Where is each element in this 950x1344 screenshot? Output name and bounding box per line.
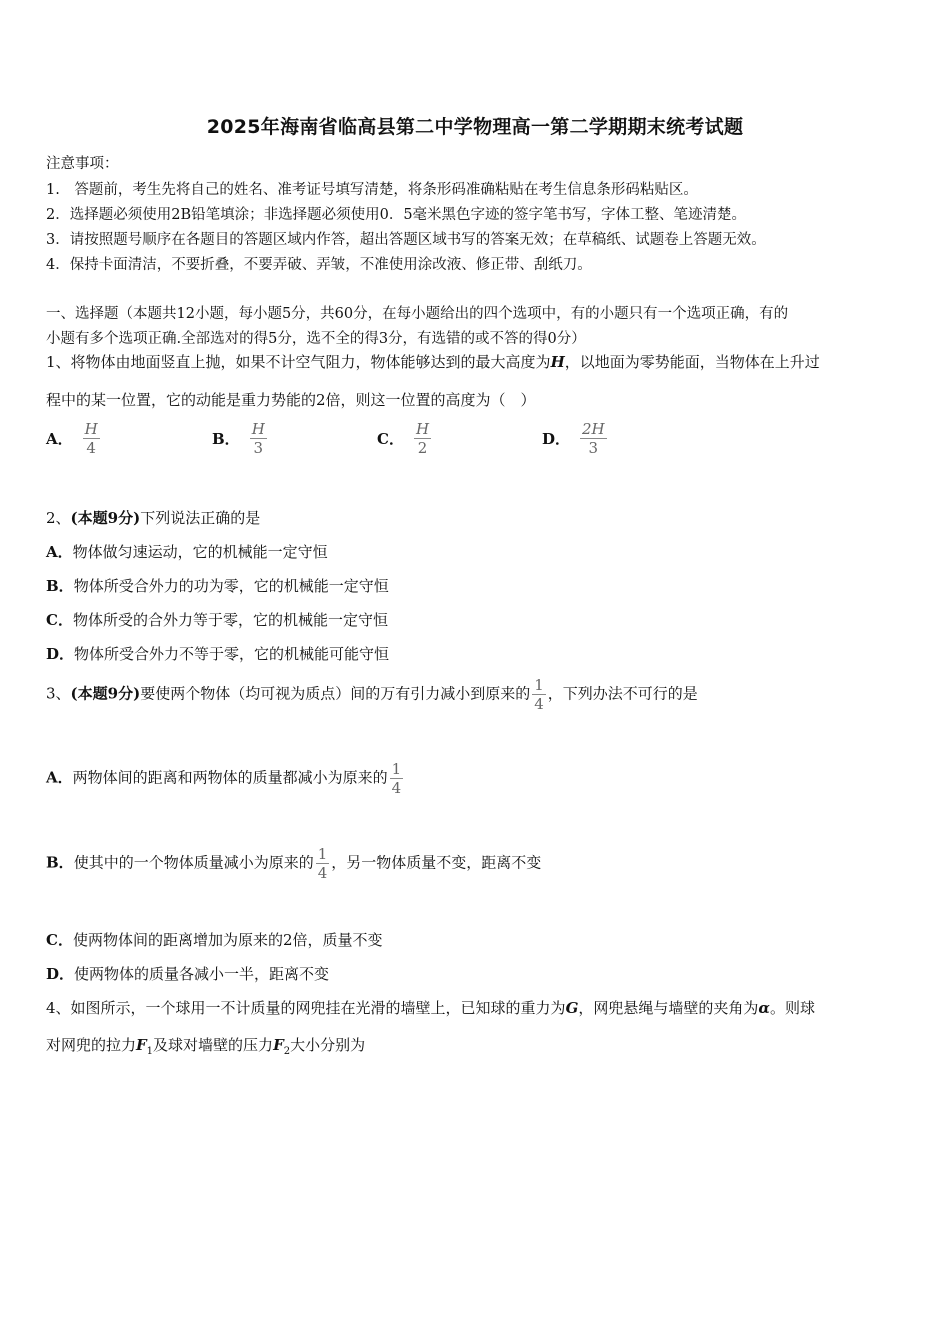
fraction: $\frac{1}{4}$ <box>534 676 544 713</box>
q3-option-c[interactable]: C．使两物体间的距离增加为原来的2倍，质量不变 <box>46 931 383 949</box>
q1-stem-line1: 1、将物体由地面竖直上抛，如果不计空气阻力，物体能够达到的最大高度为H，以地面为零势能面，当物体在上升过 <box>46 353 820 371</box>
page-title: 2025年海南省临高县第二中学物理高一第二学期期末统考试题 <box>206 116 744 138</box>
q3-option-a[interactable]: A．两物体间的距离和两物体的质量都减小为原来的 $\frac{1}{4}$ <box>46 760 402 797</box>
q2-option-b[interactable]: B．物体所受合外力的功为零，它的机械能一定守恒 <box>46 577 389 595</box>
q3-option-b[interactable]: B．使其中的一个物体质量减小为原来的 $\frac{1}{4}$ ，另一物体质量不变，距离不变 <box>46 845 542 882</box>
section-header-line: 小题有多个选项正确.全部选对的得5分，选不全的得3分，有选错的或不答的得0分） <box>46 331 586 347</box>
q3-option-d[interactable]: D．使两物体的质量各减小一半，距离不变 <box>46 965 330 983</box>
notice-item: 1. 答题前，考生先将自己的姓名、准考证号填写清楚，将条形码准确粘贴在考生信息条形码粘贴区。 <box>46 182 698 198</box>
q4-stem-line2: 对网兜的拉力$F_1$及球对墙壁的压力$F_2$大小分别为 <box>46 1036 366 1057</box>
q4-stem-line1: 4、如图所示，一个球用一不计质量的网兜挂在光滑的墙壁上，已知球的重力为G，网兜悬绳与墙壁的夹角为α。则球 <box>46 999 815 1017</box>
fraction: $\frac{H}{2}$ <box>415 420 430 457</box>
notice-heading: 注意事项： <box>46 156 119 172</box>
fraction: $\frac{2H}{3}$ <box>582 420 605 457</box>
q2-option-d[interactable]: D．物体所受合外力不等于零，它的机械能可能守恒 <box>46 645 390 663</box>
q1-option-a[interactable]: A． $\frac{H}{4}$ <box>46 420 98 457</box>
section-header-line: 一、选择题（本题共12小题，每小题5分，共60分，在每小题给出的四个选项中，有的小题只有一个选项正确，有的 <box>46 306 789 322</box>
q1-option-d[interactable]: D． $\frac{2H}{3}$ <box>542 420 605 457</box>
notice-item: 3．请按照题号顺序在各题目的答题区域内作答，超出答题区域书写的答案无效；在草稿纸、试题卷上答题无效。 <box>46 232 766 248</box>
notice-item: 4．保持卡面清洁，不要折叠，不要弄破、弄皱，不准使用涂改液、修正带、刮纸刀。 <box>46 257 592 273</box>
q1-stem-line2: 程中的某一位置，它的动能是重力势能的2倍，则这一位置的高度为（ ） <box>46 391 536 409</box>
fraction: $\frac{1}{4}$ <box>391 760 402 797</box>
fraction: $\frac{H}{3}$ <box>251 420 265 457</box>
q2-option-c[interactable]: C．物体所受的合外力等于零，它的机械能一定守恒 <box>46 611 388 629</box>
q3-stem: 3、(本题9分)要使两个物体（均可视为质点）间的万有引力减小到原来的 $\frac{1}{4}$ ，下列办法不可行的是 <box>46 676 698 713</box>
fraction: $\frac{1}{4}$ <box>317 845 328 882</box>
q2-option-a[interactable]: A．物体做匀速运动，它的机械能一定守恒 <box>46 543 328 561</box>
q2-stem: 2、(本题9分)下列说法正确的是 <box>46 509 261 527</box>
q1-option-b[interactable]: B． $\frac{H}{3}$ <box>212 420 265 457</box>
notice-item: 2．选择题必须使用2B铅笔填涂；非选择题必须使用0．5毫米黑色字迹的签字笔书写，字体工整、笔迹清楚。 <box>46 207 747 223</box>
q1-option-c[interactable]: C． $\frac{H}{2}$ <box>377 420 430 457</box>
fraction: $\frac{H}{4}$ <box>84 420 98 457</box>
